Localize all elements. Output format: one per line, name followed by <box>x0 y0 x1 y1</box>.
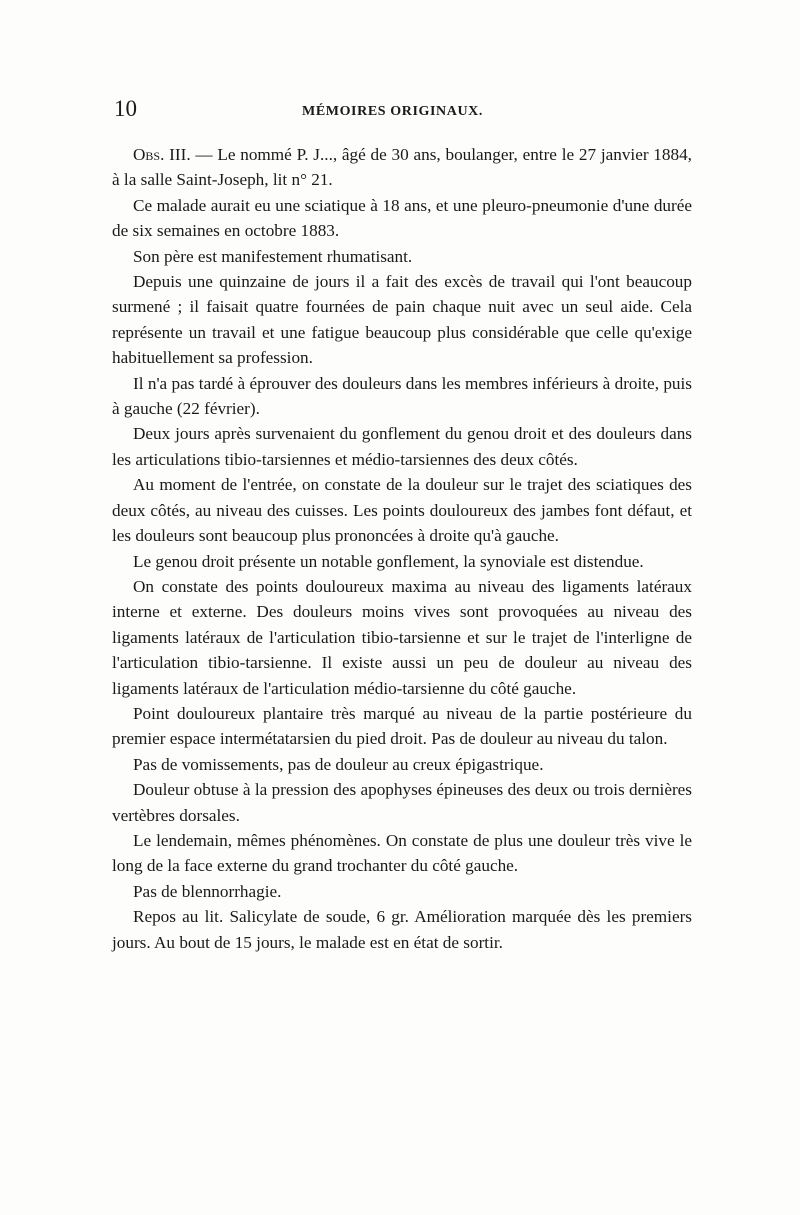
paragraph-text: — Le nommé P. J..., âgé de 30 ans, boulanger, entre le 27 janvier 1884, à la salle Saint-Joseph, lit n° 21. <box>112 145 692 190</box>
paragraph-history: Ce malade aurait eu une sciatique à 18 ans, et une pleuro-pneumonie d'une durée de six semaines en octobre 1883. <box>112 195 692 241</box>
page-number: 10 <box>114 96 137 121</box>
paragraph-vomiting: Pas de vomissements, pas de douleur au creux épigastrique. <box>133 754 544 774</box>
paragraph-treatment: Repos au lit. Salicylate de soude, 6 gr. Amélioration marquée dès les premiers jours. Au bout de 15 jours, le malade est en état de sortir. <box>112 907 692 952</box>
paragraph-vertebrae: Douleur obtuse à la pression des apophyses épineuses des deux ou trois dernières vertèbres dorsales. <box>112 780 692 825</box>
observation-label: Obs. III. <box>133 145 191 164</box>
running-head <box>114 96 694 126</box>
paragraph-admission: Au moment de l'entrée, on constate de la douleur sur le trajet des sciatiques des deux côtés, au niveau des cuisses. Les points douloureux des jambes font défaut, et les douleurs sont beaucoup plus prononcées à droite qu'à gauche. <box>112 475 692 546</box>
paragraph-overwork: Depuis une quinzaine de jours il a fait des excès de travail qui l'ont beaucoup surmené ; il faisait quatre fournées de pain chaque nuit avec un seul aide. Cela représente un travail et une fatigue beaucoup plus considérable que celle qu'exige habituellement sa profession. <box>112 272 692 368</box>
paragraph-blennorrhagia: Pas de blennorrhagie. <box>133 881 282 901</box>
paragraph-knee: Le genou droit présente un notable gonflement, la synoviale est distendue. <box>133 551 644 571</box>
paragraph-plantar: Point douloureux plantaire très marqué au niveau de la partie postérieure du premier espace intermétatarsien du pied droit. Pas de douleur au niveau du talon. <box>112 703 692 749</box>
paragraph-ligaments: On constate des points douloureux maxima au niveau des ligaments latéraux interne et externe. Des douleurs moins vives sont provoquées au niveau des ligaments latéraux de l'articulation tibio-tarsienne et sur le trajet de l'interligne de l'articulation tibio-tarsienne. Il existe aussi un peu de douleur au niveau des ligaments latéraux de l'articulation médio-tarsienne du côté gauche. <box>112 576 692 698</box>
paragraph-obs <box>112 142 692 193</box>
paragraph-pain-onset: Il n'a pas tardé à éprouver des douleurs dans les membres inférieurs à droite, puis à gauche (22 février). <box>112 373 692 419</box>
paragraph-next-day: Le lendemain, mêmes phénomènes. On constate de plus une douleur très vive le long de la face externe du grand trochanter du côté gauche. <box>112 830 692 876</box>
paragraph-swelling: Deux jours après survenaient du gonflement du genou droit et des douleurs dans les articulations tibio-tarsiennes et médio-tarsiennes des deux côtés. <box>112 424 692 469</box>
body-text <box>112 142 692 955</box>
running-title: MÉMOIRES ORIGINAUX. <box>302 104 483 119</box>
paragraph-father: Son père est manifestement rhumatisant. <box>133 246 413 266</box>
